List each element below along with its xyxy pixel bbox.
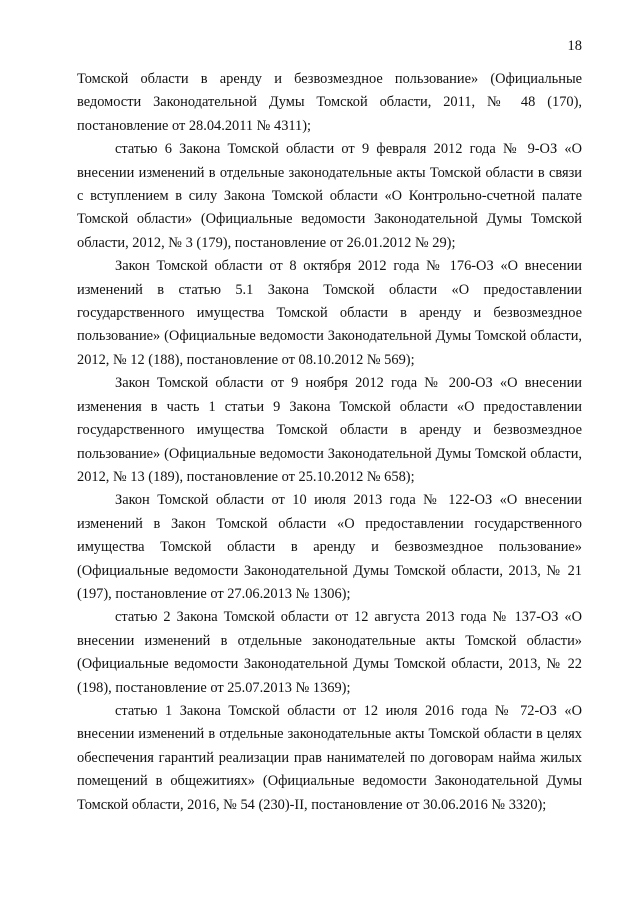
body-text xyxy=(77,68,582,817)
paragraph-law-72-oz-2016: статью 1 Закона Томской области от 12 июля 2016 года № 72-ОЗ «О внесении изменений в отдельные законодательные акты Томской области в целях обеспечения гарантий реализации прав нанимателей по договорам найма жилых помещений в общежитиях» (Официальные ведомости Законодательной Думы Томской области, 2016, № 54 (230)-II, постановление от 30.06.2016 № 3320); xyxy=(77,702,582,813)
paragraph-law-200-oz-2012: Закон Томской области от 9 ноября 2012 года № 200-ОЗ «О внесении изменения в часть 1 статьи 9 Закона Томской области «О предоставлении государственного имущества Томской области в аренду и безвозмездное пользование» (Официальные ведомости Законодательной Думы Томской области, 2012, № 13 (189), постановление от 25.10.2012 № 658); xyxy=(77,375,582,485)
paragraph-law-9-oz-2012: статью 6 Закона Томской области от 9 февраля 2012 года № 9-ОЗ «О внесении изменений в отдельные законодательные акты Томской области в связи с вступлением в силу Закона Томской области «О Контрольно-счетной палате Томской области» (Официальные ведомости Законодательной Думы Томской области, 2012, № 3 (179), постановление от 26.01.2012 № 29); xyxy=(77,141,582,251)
page-number: 18 xyxy=(567,38,582,54)
paragraph-law-122-oz-2013: Закон Томской области от 10 июля 2013 года № 122-ОЗ «О внесении изменений в Закон Томской области «О предоставлении государственного имущества Томской области в аренду и безвозмездное пользование» (Официальные ведомости Законодательной Думы Томской области, 2013, № 21 (197), постановление от 27.06.2013 № 1306); xyxy=(77,492,582,602)
paragraph-continuation: Томской области в аренду и безвозмездное пользование» (Официальные ведомости Законодательной Думы Томской области, 2011, № 48 (170), постановление от 28.04.2011 № 4311); xyxy=(77,71,582,134)
paragraph-law-176-oz-2012: Закон Томской области от 8 октября 2012 года № 176-ОЗ «О внесении изменений в статью 5.1 Закона Томской области «О предоставлении государственного имущества Томской области в аренду и безвозмездное пользование» (Официальные ведомости Законодательной Думы Томской области, 2012, № 12 (188), постановление от 08.10.2012 № 569); xyxy=(77,258,582,368)
paragraph-law-137-oz-2013: статью 2 Закона Томской области от 12 августа 2013 года № 137-ОЗ «О внесении изменений в отдельные законодательные акты Томской области» (Официальные ведомости Законодательной Думы Томской области, 2013, № 22 (198), постановление от 25.07.2013 № 1369); xyxy=(77,609,582,696)
